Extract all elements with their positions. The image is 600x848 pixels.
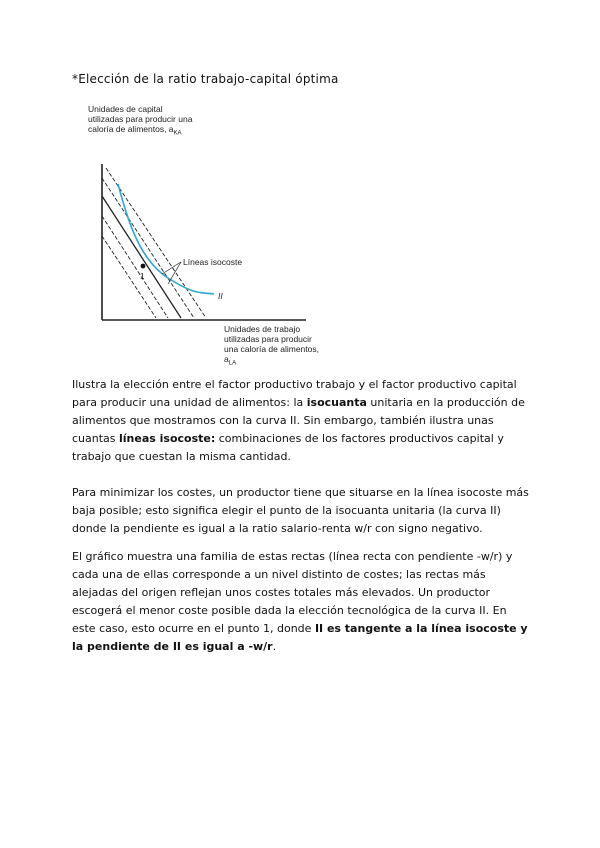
paragraph-minimize: Para minimizar los costes, un productor tiene que situarse en la línea isocoste más baja posible; esto significa elegir el punto de la isocuanta unitaria (la curva II) donde la pendiente es igual a la ratio salario-renta w/r con signo negativo.: [72, 486, 529, 535]
page-title: *Elección de la ratio trabajo-capital óptima: [72, 72, 339, 86]
tangency-point: [141, 264, 146, 269]
isocost-line: [102, 236, 156, 318]
y-axis-label: Unidades de capital utilizadas para producir una caloría de alimentos, $a_{KA}$: [88, 104, 193, 137]
paragraph-family: El gráfico muestra una familia de estas rectas (línea recta con pendiente -w/r) y cada una de ellas corresponde a un nivel distinto de costes; las rectas más alejadas del origen reflejan unos costes totales más elevados. Un productor escogerá el menor coste posible dada la elección tecnológica de la curva II. En este caso, esto ocurre en el punto 1, donde II es tangente a la línea isocoste y la pendiente de II es igual a -w/r.: [72, 550, 528, 653]
isocost-figure: [84, 104, 324, 370]
isocost-line: [102, 216, 168, 318]
curve-label: II: [218, 291, 223, 301]
point-label: 1: [140, 272, 145, 281]
isocost-line: [106, 168, 206, 318]
isocost-line: [102, 178, 194, 318]
isoquant-curve-ii: [118, 184, 214, 294]
isocost-label: Líneas isocoste: [183, 257, 243, 267]
paragraph-intro: Ilustra la elección entre el factor productivo trabajo y el factor productivo capital para producir una unidad de alimentos: la isocuanta unitaria en la producción de alimentos que mostramos con la curva II. Sin embargo, también ilustra unas cuantas líneas isocoste: combinaciones de los factores productivos capital y trabajo que cuestan la misma cantidad.: [72, 378, 525, 463]
isocost-line-tangent: [102, 196, 181, 318]
x-axis-label: Unidades de trabajo utilizadas para producir una caloría de alimentos, $a_{LA}$: [224, 324, 319, 367]
